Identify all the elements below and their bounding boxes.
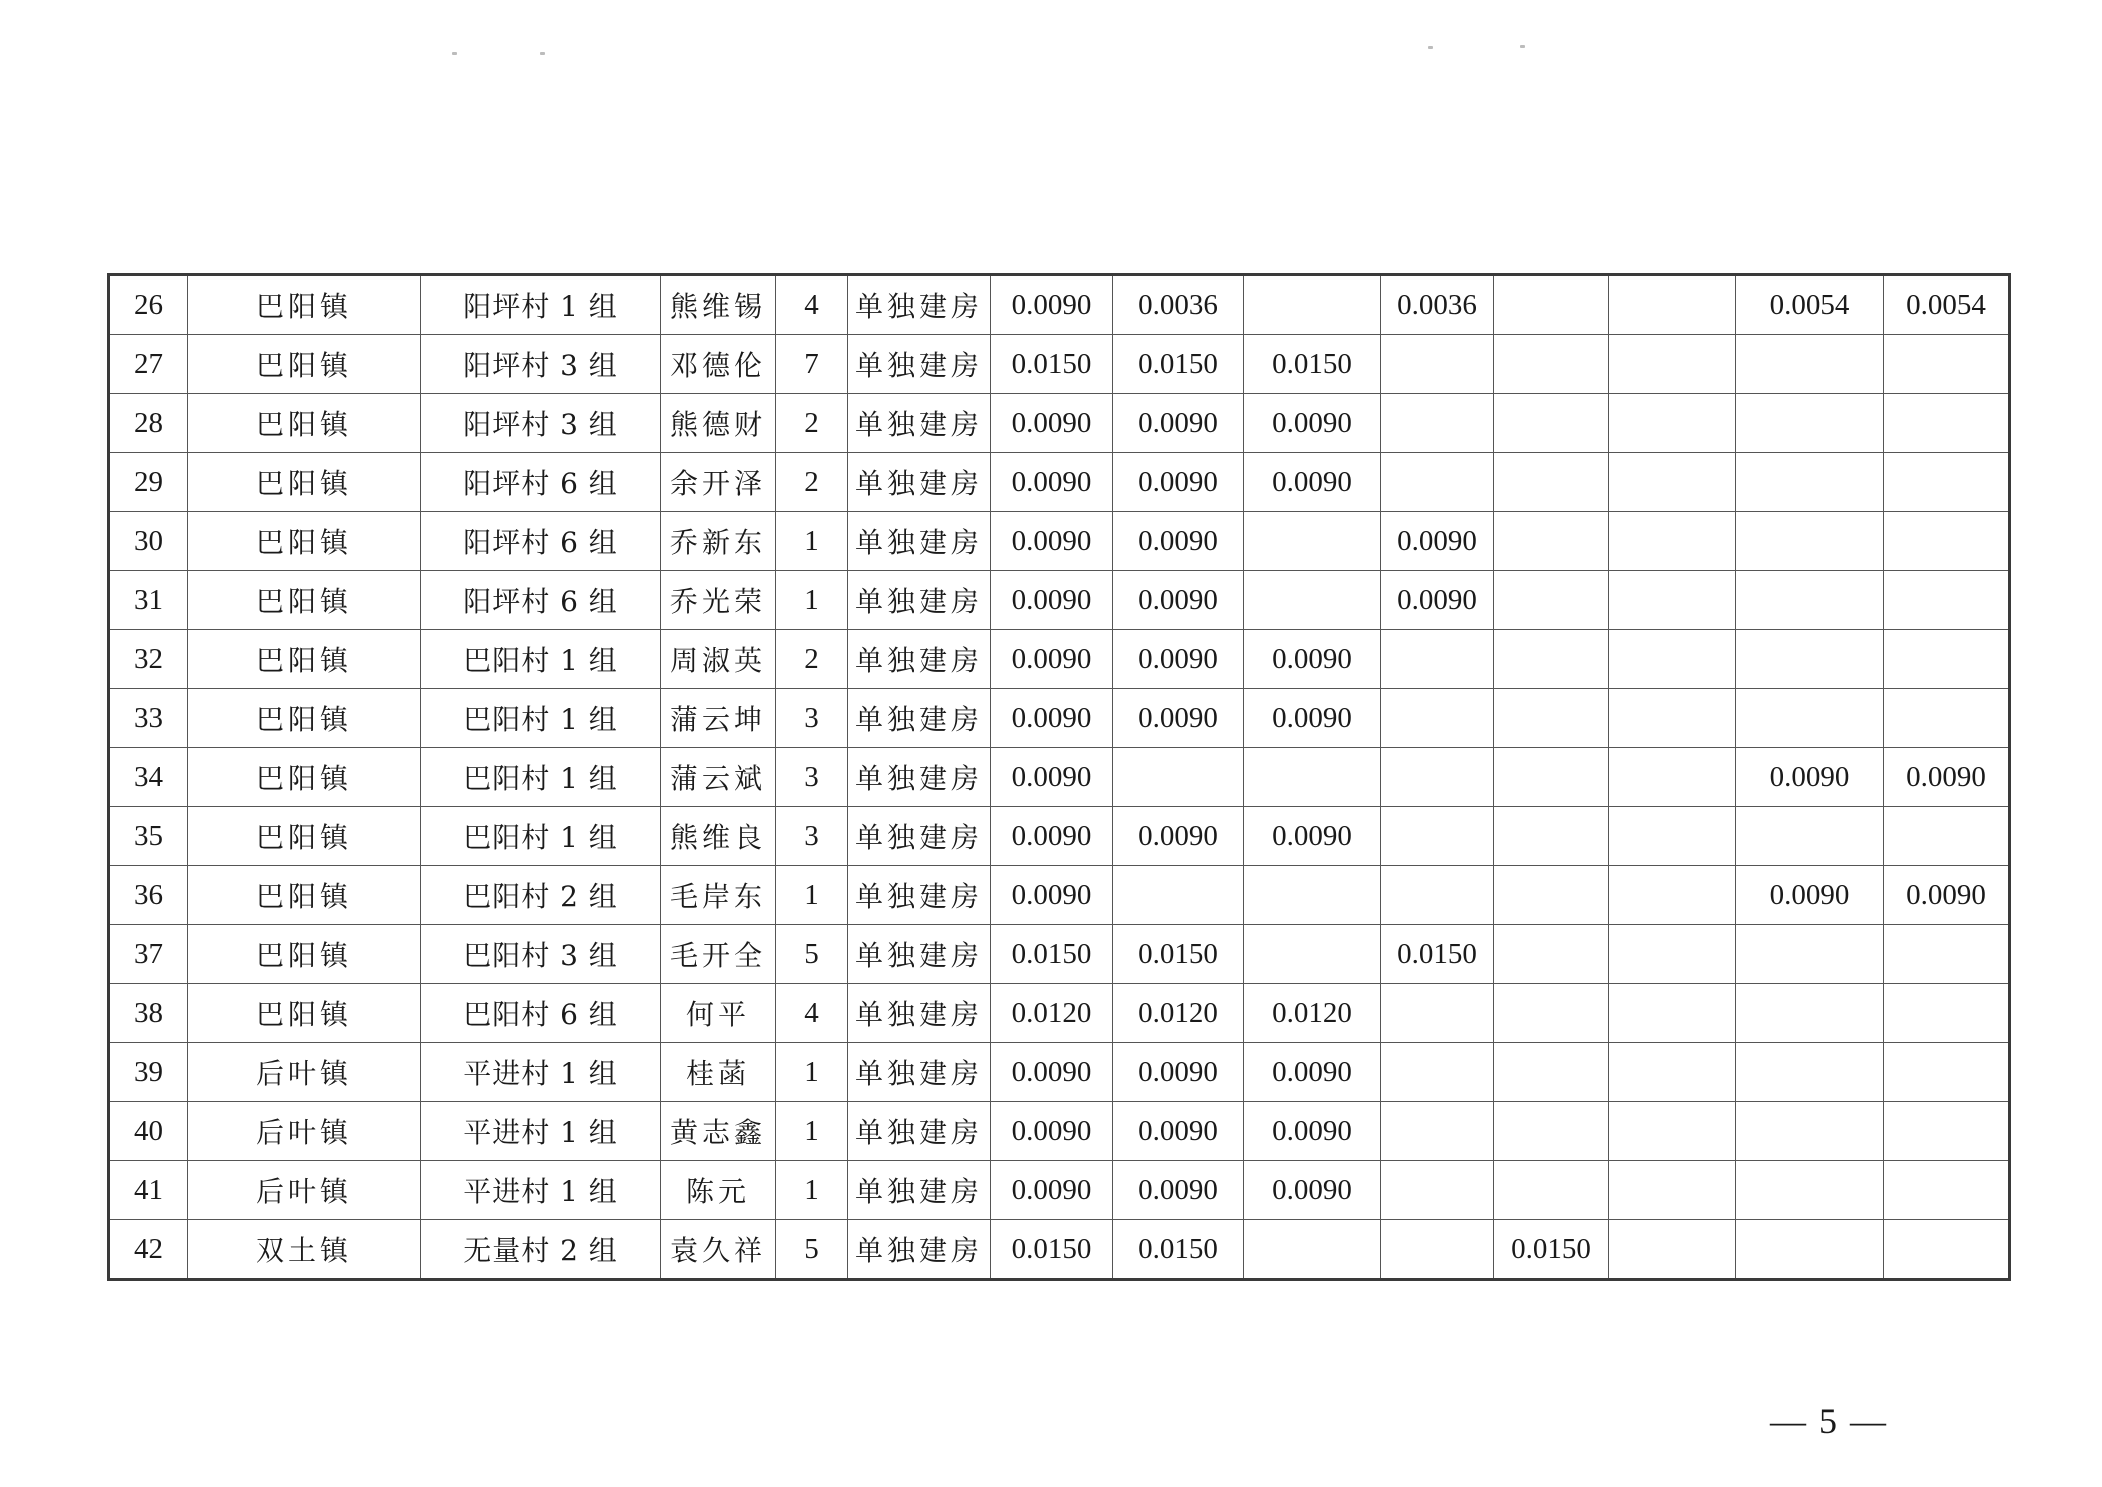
cell-area-col-1: 0.0090 <box>991 689 1113 748</box>
cell-area-col-5 <box>1494 275 1609 335</box>
cell-serial-number: 35 <box>109 807 188 866</box>
cell-area-col-2: 0.0090 <box>1113 1161 1244 1220</box>
cell-area-col-5 <box>1494 394 1609 453</box>
cell-applicant-name: 蒲云坤 <box>661 689 776 748</box>
cell-applicant-name: 陈元 <box>661 1161 776 1220</box>
cell-applicant-name: 蒲云斌 <box>661 748 776 807</box>
cell-town: 巴阳镇 <box>188 630 421 689</box>
cell-area-col-8 <box>1884 1043 2010 1102</box>
table-row <box>109 925 2010 984</box>
cell-area-col-5 <box>1494 335 1609 394</box>
cell-village-group: 平进村 1 组 <box>421 1102 661 1161</box>
cell-area-col-8 <box>1884 925 2010 984</box>
cell-build-type: 单独建房 <box>848 512 991 571</box>
cell-village-group: 巴阳村 2 组 <box>421 866 661 925</box>
cell-household-size: 3 <box>776 748 848 807</box>
cell-area-col-7: 0.0090 <box>1736 748 1884 807</box>
table-row <box>109 689 2010 748</box>
cell-area-col-3: 0.0090 <box>1244 807 1381 866</box>
cell-area-col-5 <box>1494 630 1609 689</box>
cell-town: 巴阳镇 <box>188 807 421 866</box>
cell-area-col-1: 0.0090 <box>991 512 1113 571</box>
table-row <box>109 453 2010 512</box>
table-row <box>109 807 2010 866</box>
cell-area-col-5 <box>1494 512 1609 571</box>
cell-build-type: 单独建房 <box>848 689 991 748</box>
cell-village-group: 巴阳村 1 组 <box>421 630 661 689</box>
cell-area-col-4 <box>1381 866 1494 925</box>
cell-household-size: 7 <box>776 335 848 394</box>
cell-build-type: 单独建房 <box>848 1102 991 1161</box>
cell-applicant-name: 袁久祥 <box>661 1220 776 1280</box>
table-row <box>109 1102 2010 1161</box>
cell-town: 巴阳镇 <box>188 571 421 630</box>
cell-household-size: 1 <box>776 1161 848 1220</box>
cell-area-col-7 <box>1736 571 1884 630</box>
cell-area-col-3: 0.0120 <box>1244 984 1381 1043</box>
cell-area-col-2: 0.0090 <box>1113 453 1244 512</box>
cell-household-size: 2 <box>776 453 848 512</box>
cell-area-col-4: 0.0090 <box>1381 512 1494 571</box>
cell-town: 巴阳镇 <box>188 866 421 925</box>
cell-area-col-1: 0.0120 <box>991 984 1113 1043</box>
scan-speck <box>452 52 457 55</box>
table-row <box>109 984 2010 1043</box>
cell-area-col-4 <box>1381 394 1494 453</box>
table-body <box>109 275 2010 1280</box>
cell-village-group: 巴阳村 3 组 <box>421 925 661 984</box>
cell-area-col-2: 0.0036 <box>1113 275 1244 335</box>
cell-village-group: 阳坪村 6 组 <box>421 571 661 630</box>
cell-town: 巴阳镇 <box>188 453 421 512</box>
cell-area-col-8 <box>1884 571 2010 630</box>
cell-area-col-4 <box>1381 1220 1494 1280</box>
cell-area-col-8 <box>1884 807 2010 866</box>
cell-village-group: 阳坪村 6 组 <box>421 453 661 512</box>
cell-area-col-6 <box>1609 748 1736 807</box>
cell-town: 巴阳镇 <box>188 275 421 335</box>
cell-area-col-6 <box>1609 571 1736 630</box>
cell-area-col-1: 0.0150 <box>991 1220 1113 1280</box>
cell-area-col-4 <box>1381 1161 1494 1220</box>
cell-area-col-1: 0.0090 <box>991 748 1113 807</box>
cell-village-group: 巴阳村 1 组 <box>421 807 661 866</box>
cell-household-size: 3 <box>776 807 848 866</box>
cell-area-col-1: 0.0090 <box>991 630 1113 689</box>
cell-area-col-4: 0.0090 <box>1381 571 1494 630</box>
table-row <box>109 335 2010 394</box>
cell-village-group: 阳坪村 3 组 <box>421 335 661 394</box>
cell-area-col-1: 0.0090 <box>991 1043 1113 1102</box>
cell-area-col-2: 0.0090 <box>1113 689 1244 748</box>
cell-area-col-3 <box>1244 571 1381 630</box>
cell-build-type: 单独建房 <box>848 275 991 335</box>
cell-area-col-7: 0.0090 <box>1736 866 1884 925</box>
cell-build-type: 单独建房 <box>848 630 991 689</box>
cell-area-col-2: 0.0150 <box>1113 335 1244 394</box>
cell-area-col-3 <box>1244 275 1381 335</box>
cell-area-col-8 <box>1884 1102 2010 1161</box>
cell-area-col-7 <box>1736 630 1884 689</box>
cell-town: 巴阳镇 <box>188 984 421 1043</box>
cell-area-col-2: 0.0120 <box>1113 984 1244 1043</box>
cell-area-col-2: 0.0090 <box>1113 394 1244 453</box>
cell-build-type: 单独建房 <box>848 807 991 866</box>
table-row <box>109 866 2010 925</box>
cell-area-col-7 <box>1736 1043 1884 1102</box>
cell-area-col-3: 0.0090 <box>1244 1102 1381 1161</box>
cell-area-col-3: 0.0090 <box>1244 394 1381 453</box>
cell-area-col-1: 0.0090 <box>991 394 1113 453</box>
land-use-table <box>107 273 2011 1281</box>
cell-area-col-6 <box>1609 1161 1736 1220</box>
cell-household-size: 3 <box>776 689 848 748</box>
cell-area-col-5: 0.0150 <box>1494 1220 1609 1280</box>
cell-town: 双土镇 <box>188 1220 421 1280</box>
cell-applicant-name: 何平 <box>661 984 776 1043</box>
cell-area-col-5 <box>1494 925 1609 984</box>
cell-area-col-5 <box>1494 1043 1609 1102</box>
cell-area-col-2 <box>1113 748 1244 807</box>
cell-area-col-5 <box>1494 866 1609 925</box>
table-row <box>109 394 2010 453</box>
cell-household-size: 1 <box>776 1043 848 1102</box>
cell-area-col-7 <box>1736 984 1884 1043</box>
cell-area-col-2: 0.0150 <box>1113 925 1244 984</box>
cell-serial-number: 40 <box>109 1102 188 1161</box>
cell-area-col-8: 0.0090 <box>1884 866 2010 925</box>
cell-area-col-3: 0.0090 <box>1244 453 1381 512</box>
cell-area-col-6 <box>1609 1043 1736 1102</box>
cell-serial-number: 39 <box>109 1043 188 1102</box>
cell-serial-number: 32 <box>109 630 188 689</box>
cell-build-type: 单独建房 <box>848 394 991 453</box>
cell-serial-number: 36 <box>109 866 188 925</box>
table-row <box>109 1043 2010 1102</box>
cell-applicant-name: 邓德伦 <box>661 335 776 394</box>
cell-serial-number: 41 <box>109 1161 188 1220</box>
cell-area-col-2: 0.0150 <box>1113 1220 1244 1280</box>
cell-area-col-4 <box>1381 984 1494 1043</box>
cell-area-col-3 <box>1244 866 1381 925</box>
cell-area-col-6 <box>1609 453 1736 512</box>
cell-village-group: 巴阳村 1 组 <box>421 748 661 807</box>
cell-area-col-1: 0.0150 <box>991 925 1113 984</box>
table-row <box>109 748 2010 807</box>
cell-area-col-5 <box>1494 807 1609 866</box>
cell-household-size: 1 <box>776 512 848 571</box>
cell-area-col-6 <box>1609 689 1736 748</box>
cell-area-col-3: 0.0150 <box>1244 335 1381 394</box>
cell-area-col-7 <box>1736 512 1884 571</box>
cell-applicant-name: 乔光荣 <box>661 571 776 630</box>
cell-serial-number: 37 <box>109 925 188 984</box>
cell-area-col-6 <box>1609 807 1736 866</box>
cell-applicant-name: 黄志鑫 <box>661 1102 776 1161</box>
cell-area-col-1: 0.0090 <box>991 453 1113 512</box>
cell-town: 后叶镇 <box>188 1043 421 1102</box>
cell-town: 巴阳镇 <box>188 394 421 453</box>
cell-village-group: 平进村 1 组 <box>421 1161 661 1220</box>
cell-village-group: 平进村 1 组 <box>421 1043 661 1102</box>
cell-applicant-name: 周淑英 <box>661 630 776 689</box>
cell-area-col-3 <box>1244 512 1381 571</box>
table-row <box>109 630 2010 689</box>
cell-area-col-6 <box>1609 866 1736 925</box>
cell-serial-number: 26 <box>109 275 188 335</box>
cell-town: 巴阳镇 <box>188 512 421 571</box>
table-row <box>109 275 2010 335</box>
cell-area-col-1: 0.0090 <box>991 1102 1113 1161</box>
cell-household-size: 5 <box>776 925 848 984</box>
cell-area-col-1: 0.0150 <box>991 335 1113 394</box>
cell-area-col-7 <box>1736 925 1884 984</box>
cell-area-col-6 <box>1609 335 1736 394</box>
cell-area-col-7 <box>1736 1220 1884 1280</box>
cell-area-col-4 <box>1381 1043 1494 1102</box>
cell-area-col-1: 0.0090 <box>991 866 1113 925</box>
cell-area-col-5 <box>1494 689 1609 748</box>
cell-household-size: 4 <box>776 275 848 335</box>
cell-build-type: 单独建房 <box>848 925 991 984</box>
cell-build-type: 单独建房 <box>848 335 991 394</box>
cell-area-col-2: 0.0090 <box>1113 1102 1244 1161</box>
cell-area-col-4 <box>1381 335 1494 394</box>
cell-area-col-1: 0.0090 <box>991 807 1113 866</box>
cell-area-col-7 <box>1736 453 1884 512</box>
cell-area-col-4: 0.0150 <box>1381 925 1494 984</box>
cell-village-group: 阳坪村 6 组 <box>421 512 661 571</box>
cell-applicant-name: 桂菡 <box>661 1043 776 1102</box>
cell-town: 巴阳镇 <box>188 925 421 984</box>
cell-area-col-5 <box>1494 571 1609 630</box>
cell-serial-number: 42 <box>109 1220 188 1280</box>
cell-area-col-2: 0.0090 <box>1113 571 1244 630</box>
cell-serial-number: 30 <box>109 512 188 571</box>
cell-build-type: 单独建房 <box>848 748 991 807</box>
cell-build-type: 单独建房 <box>848 453 991 512</box>
scan-speck <box>540 52 545 55</box>
cell-area-col-8: 0.0090 <box>1884 748 2010 807</box>
cell-area-col-8: 0.0054 <box>1884 275 2010 335</box>
cell-area-col-8 <box>1884 984 2010 1043</box>
cell-area-col-1: 0.0090 <box>991 571 1113 630</box>
cell-area-col-7 <box>1736 394 1884 453</box>
cell-household-size: 2 <box>776 630 848 689</box>
cell-area-col-6 <box>1609 275 1736 335</box>
cell-area-col-6 <box>1609 1102 1736 1161</box>
cell-area-col-3: 0.0090 <box>1244 689 1381 748</box>
cell-applicant-name: 熊维锡 <box>661 275 776 335</box>
cell-area-col-3: 0.0090 <box>1244 1043 1381 1102</box>
cell-serial-number: 38 <box>109 984 188 1043</box>
cell-area-col-6 <box>1609 394 1736 453</box>
cell-town: 后叶镇 <box>188 1161 421 1220</box>
cell-area-col-6 <box>1609 1220 1736 1280</box>
cell-serial-number: 29 <box>109 453 188 512</box>
cell-area-col-7 <box>1736 335 1884 394</box>
cell-area-col-8 <box>1884 394 2010 453</box>
cell-build-type: 单独建房 <box>848 984 991 1043</box>
cell-household-size: 1 <box>776 1102 848 1161</box>
cell-household-size: 4 <box>776 984 848 1043</box>
cell-area-col-8 <box>1884 512 2010 571</box>
cell-area-col-8 <box>1884 1220 2010 1280</box>
cell-area-col-8 <box>1884 689 2010 748</box>
cell-applicant-name: 毛开全 <box>661 925 776 984</box>
cell-town: 后叶镇 <box>188 1102 421 1161</box>
cell-build-type: 单独建房 <box>848 571 991 630</box>
table-row <box>109 512 2010 571</box>
cell-area-col-5 <box>1494 453 1609 512</box>
cell-area-col-2: 0.0090 <box>1113 807 1244 866</box>
cell-area-col-7 <box>1736 1102 1884 1161</box>
table-row <box>109 1220 2010 1280</box>
cell-area-col-5 <box>1494 748 1609 807</box>
scan-speck <box>1520 45 1525 48</box>
cell-area-col-8 <box>1884 630 2010 689</box>
cell-village-group: 阳坪村 3 组 <box>421 394 661 453</box>
table-row <box>109 571 2010 630</box>
cell-area-col-2: 0.0090 <box>1113 1043 1244 1102</box>
cell-serial-number: 28 <box>109 394 188 453</box>
cell-area-col-4 <box>1381 630 1494 689</box>
cell-area-col-4 <box>1381 689 1494 748</box>
cell-area-col-7: 0.0054 <box>1736 275 1884 335</box>
table-row <box>109 1161 2010 1220</box>
cell-build-type: 单独建房 <box>848 866 991 925</box>
cell-applicant-name: 余开泽 <box>661 453 776 512</box>
cell-area-col-3 <box>1244 748 1381 807</box>
cell-area-col-7 <box>1736 689 1884 748</box>
cell-village-group: 阳坪村 1 组 <box>421 275 661 335</box>
cell-town: 巴阳镇 <box>188 335 421 394</box>
cell-area-col-7 <box>1736 807 1884 866</box>
cell-household-size: 1 <box>776 571 848 630</box>
cell-area-col-4: 0.0036 <box>1381 275 1494 335</box>
cell-area-col-2: 0.0090 <box>1113 630 1244 689</box>
cell-build-type: 单独建房 <box>848 1043 991 1102</box>
cell-area-col-6 <box>1609 630 1736 689</box>
cell-area-col-7 <box>1736 1161 1884 1220</box>
cell-area-col-3 <box>1244 1220 1381 1280</box>
cell-area-col-4 <box>1381 807 1494 866</box>
cell-area-col-4 <box>1381 1102 1494 1161</box>
cell-household-size: 5 <box>776 1220 848 1280</box>
cell-area-col-1: 0.0090 <box>991 275 1113 335</box>
cell-serial-number: 33 <box>109 689 188 748</box>
cell-village-group: 巴阳村 6 组 <box>421 984 661 1043</box>
cell-area-col-3: 0.0090 <box>1244 630 1381 689</box>
cell-area-col-5 <box>1494 984 1609 1043</box>
scan-speck <box>1428 46 1433 49</box>
page-number: — 5 — <box>1770 1401 1888 1441</box>
cell-village-group: 无量村 2 组 <box>421 1220 661 1280</box>
cell-area-col-4 <box>1381 453 1494 512</box>
cell-applicant-name: 熊维良 <box>661 807 776 866</box>
cell-serial-number: 34 <box>109 748 188 807</box>
cell-area-col-6 <box>1609 512 1736 571</box>
cell-applicant-name: 熊德财 <box>661 394 776 453</box>
cell-build-type: 单独建房 <box>848 1161 991 1220</box>
cell-applicant-name: 乔新东 <box>661 512 776 571</box>
cell-household-size: 2 <box>776 394 848 453</box>
cell-area-col-2: 0.0090 <box>1113 512 1244 571</box>
cell-village-group: 巴阳村 1 组 <box>421 689 661 748</box>
cell-serial-number: 27 <box>109 335 188 394</box>
cell-area-col-5 <box>1494 1161 1609 1220</box>
cell-area-col-8 <box>1884 453 2010 512</box>
cell-area-col-1: 0.0090 <box>991 1161 1113 1220</box>
cell-household-size: 1 <box>776 866 848 925</box>
cell-area-col-3: 0.0090 <box>1244 1161 1381 1220</box>
cell-area-col-8 <box>1884 335 2010 394</box>
cell-area-col-8 <box>1884 1161 2010 1220</box>
cell-area-col-5 <box>1494 1102 1609 1161</box>
cell-applicant-name: 毛岸东 <box>661 866 776 925</box>
cell-build-type: 单独建房 <box>848 1220 991 1280</box>
cell-area-col-3 <box>1244 925 1381 984</box>
cell-town: 巴阳镇 <box>188 748 421 807</box>
cell-area-col-6 <box>1609 925 1736 984</box>
cell-area-col-2 <box>1113 866 1244 925</box>
cell-area-col-4 <box>1381 748 1494 807</box>
cell-serial-number: 31 <box>109 571 188 630</box>
cell-area-col-6 <box>1609 984 1736 1043</box>
cell-town: 巴阳镇 <box>188 689 421 748</box>
